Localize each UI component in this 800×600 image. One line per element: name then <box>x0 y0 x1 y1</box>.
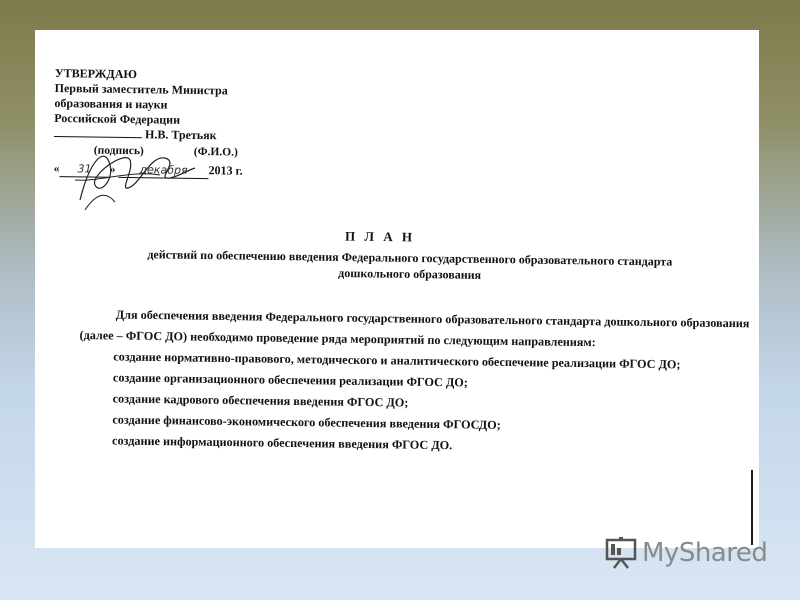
caption-signature: (подпись) <box>93 144 144 158</box>
direction-item: создание нормативно-правового, методического и аналитического обеспечение реализации ФГОС ДО; <box>113 349 681 372</box>
direction-item: создание кадрового обеспечения введения ФГОС ДО; <box>112 391 409 410</box>
signer-name: Н.В. Третьяк <box>144 127 217 143</box>
intro-paragraph-line: (далее – ФГОС ДО) необходимо проведение ряда мероприятий по следующим направлениям: <box>79 327 596 350</box>
approval-position-line: образования и науки <box>54 95 168 112</box>
date-quote-open: « <box>53 160 60 176</box>
presentation-board-icon <box>604 536 638 570</box>
date-month: декабря <box>118 162 208 179</box>
direction-item: создание финансово-экономического обеспечения введения ФГОСДО; <box>112 412 501 432</box>
direction-item: создание информационного обеспечения введения ФГОС ДО. <box>112 433 453 453</box>
approval-position-line: Российской Федерации <box>54 110 181 127</box>
signature-blank <box>54 136 142 138</box>
approval-heading: УТВЕРЖДАЮ <box>54 66 138 82</box>
caption-name: (Ф.И.О.) <box>193 145 238 159</box>
approval-position-line: Первый заместитель Министра <box>54 80 228 98</box>
plan-subtitle-line: действий по обеспечению введения Федерального государственного образовательного стандарта <box>147 247 673 269</box>
intro-paragraph-line: Для обеспечения введения Федерального государственного образовательного стандарта дошкольного образования <box>115 307 750 331</box>
brand-text: MyShared <box>642 538 768 568</box>
myshared-logo <box>604 536 767 570</box>
date-day: 31 <box>59 161 109 178</box>
plan-title: П Л А Н <box>344 228 416 245</box>
plan-subtitle-line: дошкольного образования <box>338 265 482 282</box>
date-quote-close: » <box>109 161 116 176</box>
direction-item: создание организационного обеспечения реализации ФГОС ДО; <box>112 370 468 390</box>
handwritten-signature <box>70 140 200 215</box>
date-year: 2013 г. <box>208 163 243 178</box>
page-edge-line <box>751 470 753 545</box>
document-body <box>78 304 750 460</box>
